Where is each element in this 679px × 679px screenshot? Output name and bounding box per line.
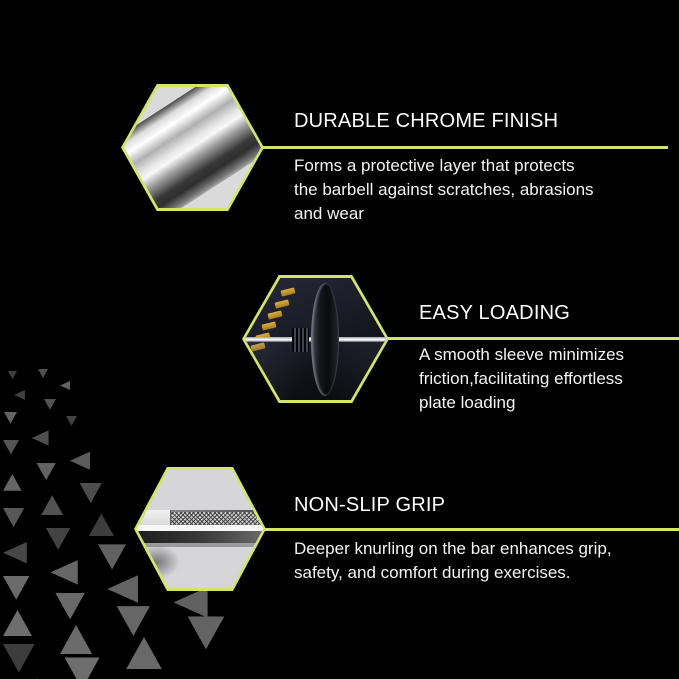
- accent-underline-1: [262, 146, 668, 149]
- pattern-triangle: [38, 369, 48, 378]
- pattern-triangle: [70, 452, 90, 470]
- feature-description-non-slip-grip: [294, 537, 612, 585]
- yellow-marking: [261, 321, 276, 330]
- pattern-triangle: [3, 576, 29, 600]
- pattern-triangle: [60, 625, 92, 654]
- accent-underline-3: [264, 528, 679, 531]
- pattern-triangle: [3, 508, 24, 527]
- pattern-triangle: [188, 616, 225, 649]
- weight-plate: [311, 283, 339, 396]
- pattern-triangle: [32, 430, 49, 445]
- description-line: A smooth sleeve minimizes: [419, 345, 625, 364]
- pattern-triangle: [3, 440, 19, 454]
- pattern-triangle: [3, 474, 22, 491]
- pattern-triangle: [3, 644, 35, 672]
- description-line: and wear: [294, 204, 364, 223]
- pattern-triangle: [89, 513, 114, 536]
- pattern-triangle: [117, 606, 150, 636]
- pattern-triangle: [60, 381, 70, 390]
- pattern-triangle: [79, 483, 102, 504]
- description-line: the barbell against scratches, abrasions: [294, 180, 594, 199]
- pattern-triangle: [98, 544, 126, 569]
- collar-clip: [292, 328, 309, 352]
- pattern-triangle: [126, 637, 162, 669]
- pattern-triangle: [46, 528, 71, 550]
- pattern-triangle: [107, 575, 138, 603]
- pattern-triangle: [36, 463, 55, 480]
- pattern-triangle: [14, 390, 25, 400]
- yellow-marking: [274, 299, 289, 308]
- pattern-triangle: [44, 399, 56, 410]
- pattern-triangle: [3, 610, 32, 636]
- feature-title-chrome-finish: DURABLE CHROME FINISH: [294, 110, 559, 132]
- accent-underline-2: [387, 337, 679, 340]
- description-line: safety, and comfort during exercises.: [294, 563, 571, 582]
- pattern-triangle: [65, 657, 100, 679]
- pattern-triangle: [4, 412, 17, 424]
- pattern-triangle: [8, 371, 17, 379]
- yellow-marking: [267, 310, 282, 319]
- description-line: Forms a protective layer that protects: [294, 156, 575, 175]
- description-line: friction,facilitating effortless: [419, 369, 623, 388]
- feature-description-easy-loading: [419, 343, 624, 415]
- feature-description-chrome-finish: [294, 154, 594, 226]
- pattern-triangle: [55, 593, 85, 620]
- pattern-triangle: [3, 542, 27, 563]
- pattern-triangle: [66, 416, 77, 426]
- feature-title-easy-loading: EASY LOADING: [419, 302, 570, 324]
- feature-title-non-slip-grip: NON-SLIP GRIP: [294, 494, 446, 516]
- description-line: plate loading: [419, 393, 516, 412]
- pattern-triangle: [41, 495, 63, 515]
- yellow-marking: [280, 287, 295, 296]
- pattern-triangle: [51, 560, 78, 584]
- pattern-triangle: [174, 587, 208, 618]
- description-line: Deeper knurling on the bar enhances grip,: [294, 539, 612, 558]
